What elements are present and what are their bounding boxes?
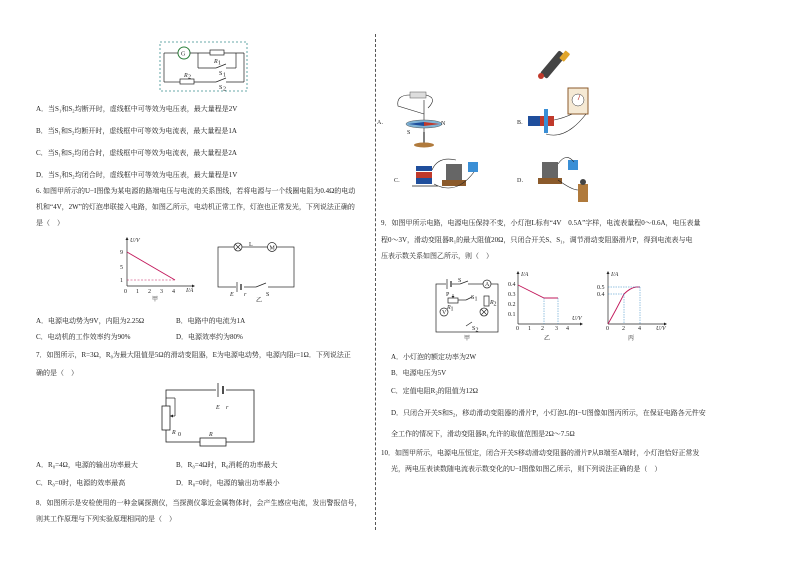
q5-option-c: C．当S₁和S₂均闭合时，虚线框中可等效为电流表，最大量程是2A: [36, 149, 237, 157]
q7-r-label: r: [226, 405, 229, 411]
motor-label: M: [269, 245, 275, 252]
bing-caption: 丙: [628, 336, 635, 342]
q7-stem-line2: 确的是（ ）: [36, 369, 78, 377]
r1-label: R: [214, 59, 218, 65]
q6-stem-line3: 是（ ）: [36, 219, 64, 227]
circuit-yi: [216, 240, 296, 302]
q8-a-label: A．: [377, 120, 388, 126]
jia-xtick-2: 2: [148, 289, 151, 295]
q7-option-c: C．R₀=0时，电源的效率最高: [36, 479, 126, 487]
switch-label: S: [266, 292, 270, 298]
yi-caption: 乙: [544, 336, 551, 342]
q9-circuit-jia: [432, 272, 506, 342]
q9-option-b: B．电源电压为5V: [391, 369, 447, 377]
jia-xtick-4: 4: [172, 289, 175, 295]
q7-stem-line1: 7．如图所示，R=3Ω，R₀为最大阻值是5Ω的滑动变阻器，E为电源电动势，电源内阻r=1Ω．下列说法正: [36, 351, 351, 359]
q9-option-d-line2: 全工作的情况下，滑动变阻器R₁允许的取值范围是2Ω～7.5Ω: [391, 430, 575, 438]
q5-option-d: D．当S₁和S₂均闭合时，虚线框中可等效为电压表，最大量程是1V: [36, 171, 238, 179]
r-label: r: [244, 292, 247, 298]
q7-r-resistor-label: R: [209, 432, 213, 438]
q9-s2-label: S: [472, 326, 476, 332]
q8-option-b-image: [516, 84, 596, 150]
yi-ytick-04: 0.4: [508, 282, 516, 288]
q9-r1-sub: 1: [450, 306, 454, 313]
g-label: G: [181, 51, 186, 58]
q6-option-b: B．电路中的电流为1A: [176, 317, 246, 325]
jia-ytick-9: 9: [120, 250, 123, 256]
q8-stem-line2: 则其工作原理与下列实验原理相同的是（ ）: [36, 515, 176, 523]
bing-ytick-04: 0.4: [597, 292, 605, 298]
jia-ytick-5: 5: [120, 265, 123, 271]
s1-label: S: [219, 71, 223, 77]
bing-ytick-05: 0.5: [597, 285, 605, 291]
jia-caption: 甲: [152, 297, 159, 303]
q9-stem-line3: 压表示数关系如图乙所示，则（ ）: [381, 252, 493, 260]
yi-xtick-3: 3: [555, 326, 558, 332]
r0-sub: 0: [178, 432, 181, 438]
q9-s2-sub: 2: [475, 327, 479, 334]
q8-stem-line1: 8．如图所示是安检使用的一种金属探测仪，当探测仪靠近金属物体时，会产生感应电流，发出警报信号，: [36, 499, 362, 507]
ammeter-a: A: [485, 282, 490, 288]
q5-option-b: B．当S₁和S₂均断开时，虚线框中可等效为电流表，最大量程是1A: [36, 127, 237, 135]
compass-s: S: [407, 130, 411, 136]
q9-option-a: A．小灯泡的额定功率为2W: [391, 353, 477, 361]
q8-option-c-image: [376, 150, 486, 208]
metal-detector-image: [532, 45, 572, 85]
q8-d-label: D．: [517, 178, 528, 184]
q10-stem-line1: 10．如图甲所示，电源电压恒定，闭合开关S移动滑动变阻器的滑片P从B端至A端时，小灯泡恰好正常发: [381, 449, 700, 457]
q7-emf-label: E: [216, 405, 220, 411]
q7-circuit: [158, 380, 258, 448]
voltmeter-v: V: [442, 310, 447, 316]
yi-xtick-2: 2: [541, 326, 544, 332]
q5-option-a: A．当S₁和S₂均断开时，虚线框中可等效为电压表，最大量程是2V: [36, 105, 238, 113]
q9-r1-label: R: [447, 305, 451, 311]
r2-label: R: [184, 73, 188, 79]
jia-ylabel: U/V: [130, 238, 140, 244]
jia-xtick-0: 0: [124, 289, 127, 295]
q9-s1-sub: 1: [474, 296, 478, 303]
q8-c-label: C．: [394, 178, 405, 184]
yi-xlabel: U/V: [572, 316, 582, 322]
bing-xtick-4: 4: [638, 326, 641, 332]
jia-xlabel: I/A: [186, 288, 194, 294]
q9-stem-line1: 9．如图甲所示电路，电源电压保持不变，小灯泡L标有“4V 0.5A”字样，电流表量程0～0.6A，电压表量: [381, 219, 701, 227]
q9-jia-caption: 甲: [464, 336, 471, 342]
q9-graph-bing: [596, 270, 672, 344]
s2-sub: 2: [223, 86, 226, 93]
yi-xtick-1: 1: [528, 326, 531, 332]
q7-option-d: D．R₀=0时，电源的输出功率最小: [176, 479, 280, 487]
q9-stem-line2: 程0～3V，滑动变阻器R₁的最大阻值20Ω，只闭合开关S、S₁，调节滑动变阻器滑片P，得到电流表与电: [381, 236, 693, 244]
jia-xtick-3: 3: [160, 289, 163, 295]
emf-label: E: [230, 292, 234, 298]
q6-option-a: A．电源电动势为9V，内阻为2.25Ω: [36, 317, 145, 325]
q6-stem-line2: 机和“4V，2W”的灯泡串联接入电路，如图乙所示，电动机正常工作，灯泡也正常发光，下列说法正确的: [36, 203, 355, 211]
q7-option-a: A．R₀=4Ω，电源的输出功率最大: [36, 461, 138, 469]
s1-sub: 1: [223, 72, 226, 79]
q10-stem-line2: 光，两电压表读数随电流表示数变化的U−I图像如图乙所示，则下列说法正确的是（ ）: [391, 465, 662, 473]
jia-xtick-1: 1: [136, 289, 139, 295]
yi-xtick-4: 4: [566, 326, 569, 332]
q9-graph-yi: [508, 270, 588, 344]
q8-option-d-image: [516, 150, 606, 216]
galvanometer-circuit: [160, 42, 260, 94]
q9-s-label: S: [458, 278, 462, 284]
q6-option-d: D．电源效率约为80%: [176, 333, 243, 341]
graph-jia-ui: [112, 234, 198, 302]
yi-ytick-02: 0.2: [508, 302, 516, 308]
q6-stem-line1: 6. 如图甲所示的U−I图像为某电源的路端电压与电流的关系图线，若将电源与一个线圈电阻为0.4Ω的电动: [36, 187, 356, 195]
s2-label: S: [219, 85, 223, 91]
yi-ytick-01: 0.1: [508, 312, 516, 318]
q9-s1-label: S: [471, 295, 475, 301]
bing-xtick-2: 2: [622, 326, 625, 332]
yi-ylabel: I/A: [521, 272, 529, 278]
q9-p-label: P: [446, 292, 450, 298]
jia-ytick-1: 1: [120, 278, 123, 284]
q9-option-d-line1: D．只闭合开关S和S₂，移动滑动变阻器的滑片P，小灯泡L的I−U图像如图丙所示，在保证电路各元件安: [391, 409, 706, 417]
r0-label: R: [172, 430, 176, 436]
bing-xlabel: U/V: [656, 326, 666, 332]
compass-n: N: [441, 121, 446, 127]
q9-option-c: C．定值电阻R₂的阻值为12Ω: [391, 387, 478, 395]
q7-option-b: B．R₀=4Ω时，R₀消耗的功率最大: [176, 461, 278, 469]
q9-r2-label: R: [490, 300, 494, 306]
q8-b-label: B．: [517, 120, 528, 126]
r1-sub: 1: [218, 60, 221, 67]
yi-ytick-03: 0.3: [508, 292, 516, 298]
lamp-label: L: [249, 242, 253, 248]
bing-xtick-0: 0: [606, 326, 609, 332]
r2-sub: 2: [188, 74, 191, 81]
yi-xtick-0: 0: [516, 326, 519, 332]
yi-caption: 乙: [256, 298, 263, 304]
q6-option-c: C．电动机的工作效率约为90%: [36, 333, 131, 341]
q8-option-a-image: [376, 84, 466, 150]
q9-r2-sub: 2: [493, 301, 497, 308]
bing-ylabel: I/A: [611, 272, 619, 278]
